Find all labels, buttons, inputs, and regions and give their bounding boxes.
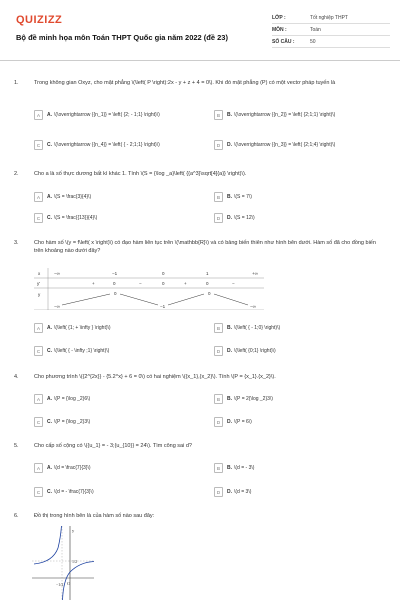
option-box: A	[34, 110, 43, 120]
option-box: D	[214, 346, 223, 356]
option-b[interactable]	[214, 110, 335, 120]
option-text: \(S = 7\)	[234, 194, 252, 200]
option-label: D.	[227, 348, 232, 354]
option-box: D	[214, 140, 223, 150]
option-text: \(\left( {0;1} \right)\)	[234, 348, 276, 354]
option-box: B	[214, 323, 223, 333]
option-label: A.	[47, 465, 52, 471]
meta-row-count	[272, 36, 390, 48]
question-text: Cho a là số thực dương bất kì khác 1. Tính \(S = {\log _a}\left( {{a^3}\sqrt[4]{a}} \right)\).	[34, 171, 247, 177]
option-label: C.	[47, 489, 52, 495]
option-box: D	[214, 213, 223, 223]
question-number: 5.	[14, 443, 19, 449]
option-text: \(S = \frac{3}{4}\)	[54, 194, 92, 200]
option-b[interactable]	[214, 192, 252, 202]
arrow-down	[120, 294, 158, 305]
question-number: 1.	[14, 80, 19, 86]
option-label: A.	[47, 325, 52, 331]
option-text: \(P = {\log _2}6\)	[54, 396, 91, 402]
meta-panel	[272, 12, 390, 48]
option-text: \(\overrightarrow {{n_4}} = \left( { - 2;1;1} \right)\)	[54, 142, 160, 148]
option-label: D.	[227, 215, 232, 221]
question-text: Cho cấp số cộng có \({u_1} = - 3;{u_{10}} = 24\). Tìm công sai d?	[34, 443, 192, 449]
option-box: A	[34, 463, 43, 473]
x-tick: −1/2	[56, 582, 64, 587]
option-box: B	[214, 394, 223, 404]
sign: 0	[113, 281, 116, 286]
sign: +	[92, 281, 95, 286]
question-number: 6.	[14, 513, 19, 519]
meta-label: LỚP :	[272, 14, 286, 21]
option-label: A.	[47, 112, 52, 118]
option-box: C	[34, 140, 43, 150]
x-value: 1	[206, 271, 209, 276]
option-d[interactable]	[214, 140, 335, 150]
function-graph	[32, 526, 94, 600]
option-b[interactable]	[214, 394, 273, 404]
question-number: 4.	[14, 374, 19, 380]
option-d[interactable]	[214, 346, 276, 356]
option-c[interactable]	[34, 140, 160, 150]
option-text: \(\overrightarrow {{n_1}} = \left( {2; - 1;1} \right)\)	[54, 112, 160, 118]
option-c[interactable]	[34, 487, 94, 497]
option-text: \(P = 2{\log _2}3\)	[234, 396, 273, 402]
sign: +	[184, 281, 187, 286]
option-d[interactable]	[214, 213, 255, 223]
x-value: −∞	[54, 271, 60, 276]
option-label: D.	[227, 142, 232, 148]
meta-label: SỐ CÂU :	[272, 38, 295, 45]
option-box: B	[214, 463, 223, 473]
option-box: A	[34, 192, 43, 202]
option-box: C	[34, 346, 43, 356]
x-value: 0	[162, 271, 165, 276]
option-text: \(d = 3\)	[234, 489, 252, 495]
option-text: \(P = {\log _2}3\)	[54, 419, 91, 425]
option-c[interactable]	[34, 417, 90, 427]
y-value: 0	[114, 291, 117, 296]
option-a[interactable]	[34, 323, 111, 333]
option-label: D.	[227, 489, 232, 495]
option-label: C.	[47, 348, 52, 354]
option-a[interactable]	[34, 110, 160, 120]
option-label: B.	[227, 396, 232, 402]
arrow-down	[214, 294, 248, 305]
option-label: B.	[227, 194, 232, 200]
y-tick: 1/2	[72, 559, 78, 564]
option-box: D	[214, 487, 223, 497]
header-divider	[0, 60, 400, 61]
y-value: 0	[208, 291, 211, 296]
question-text: Đồ thị trong hình bên là của hàm số nào sau đây:	[34, 513, 155, 519]
option-text: \(S = 12\)	[234, 215, 255, 221]
sign: −	[139, 281, 142, 286]
y-value: −1	[160, 304, 166, 309]
meta-value: Tốt nghiệp THPT	[310, 14, 348, 21]
option-text: \(\overrightarrow {{n_3}} = \left( {2;1;4} \right)\)	[234, 142, 336, 148]
meta-label: MÔN :	[272, 26, 287, 33]
option-box: C	[34, 487, 43, 497]
option-box: C	[34, 213, 43, 223]
y-axis-label: y	[72, 528, 75, 533]
x-label: x	[38, 271, 41, 276]
sign: 0	[206, 281, 209, 286]
option-text: \(P = 6\)	[234, 419, 252, 425]
option-box: C	[34, 417, 43, 427]
option-a[interactable]	[34, 463, 91, 473]
y-label: y	[38, 292, 41, 297]
question-number: 2.	[14, 171, 19, 177]
option-label: B.	[227, 112, 232, 118]
option-b[interactable]	[214, 463, 254, 473]
option-label: D.	[227, 419, 232, 425]
option-label: B.	[227, 465, 232, 471]
option-d[interactable]	[214, 417, 252, 427]
option-label: C.	[47, 215, 52, 221]
quizizz-logo: QUIZIZZ	[16, 14, 63, 26]
question-text: Cho phương trình \({2^{2x}} - {5.2^x} + 6 = 0\) có hai nghiệm \({x_1},{x_2}\). Tính \(P = {x_1}.{x_2}\).	[34, 374, 276, 380]
yp-label: y'	[37, 281, 41, 286]
graph-branch-left	[34, 526, 62, 564]
option-label: C.	[47, 419, 52, 425]
y-value: −∞	[54, 304, 60, 309]
option-box: D	[214, 417, 223, 427]
option-b[interactable]	[214, 323, 280, 333]
option-c[interactable]	[34, 346, 109, 356]
option-text: \(d = \frac{7}{3}\)	[54, 465, 91, 471]
option-d[interactable]	[214, 487, 251, 497]
arrow-up	[62, 294, 110, 305]
option-box: B	[214, 110, 223, 120]
meta-row-class	[272, 12, 390, 24]
variation-table-graphic	[34, 268, 264, 310]
option-a[interactable]	[34, 192, 91, 202]
option-text: \(\overrightarrow {{n_2}} = \left( {2;1;1} \right)\)	[234, 112, 336, 118]
x-value: −1	[112, 271, 118, 276]
option-text: \(d = - 3\)	[234, 465, 255, 471]
option-text: \(\left( { - 1;0} \right)\)	[234, 325, 281, 331]
meta-value: Toán	[310, 26, 321, 33]
option-label: C.	[47, 142, 52, 148]
meta-value: 50	[310, 38, 316, 45]
origin-label: O	[67, 581, 71, 586]
option-label: A.	[47, 194, 52, 200]
option-box: A	[34, 323, 43, 333]
variation-table	[34, 268, 264, 310]
option-c[interactable]	[34, 213, 97, 223]
option-text: \(S = \frac{{13}}{4}\)	[54, 215, 98, 221]
option-label: A.	[47, 396, 52, 402]
option-label: B.	[227, 325, 232, 331]
option-text: \(\left( {1; + \infty } \right)\)	[54, 325, 111, 331]
question-text: Trong không gian Oxyz, cho mặt phẳng \(\left( P \right):2x - y + z + 4 = 0\). Khi đó mặt phẳng (P) có một vectơ pháp tuyến là	[34, 80, 336, 86]
meta-row-subject	[272, 24, 390, 36]
arrow-up	[168, 294, 204, 305]
page-title: Bộ đề minh họa môn Toán THPT Quốc gia năm 2022 (đề 23)	[16, 33, 228, 42]
option-text: \(d = - \frac{7}{3}\)	[54, 489, 94, 495]
sign: −	[232, 281, 235, 286]
option-a[interactable]	[34, 394, 90, 404]
question-text: Cho hàm số \(y = f\left( x \right)\) có đạo hàm liên tục trên \(\mathbb{R}\) và có bảng biến thiên như hình bên dưới. Hàm số đã cho đồng biến trên khoảng nào dưới đây?	[34, 240, 376, 254]
x-value: +∞	[252, 271, 258, 276]
y-value: −∞	[250, 304, 256, 309]
option-box: A	[34, 394, 43, 404]
sign: 0	[162, 281, 165, 286]
option-box: B	[214, 192, 223, 202]
question-number: 3.	[14, 240, 19, 246]
option-text: \(\left( { - \infty ;1} \right)\)	[54, 348, 110, 354]
